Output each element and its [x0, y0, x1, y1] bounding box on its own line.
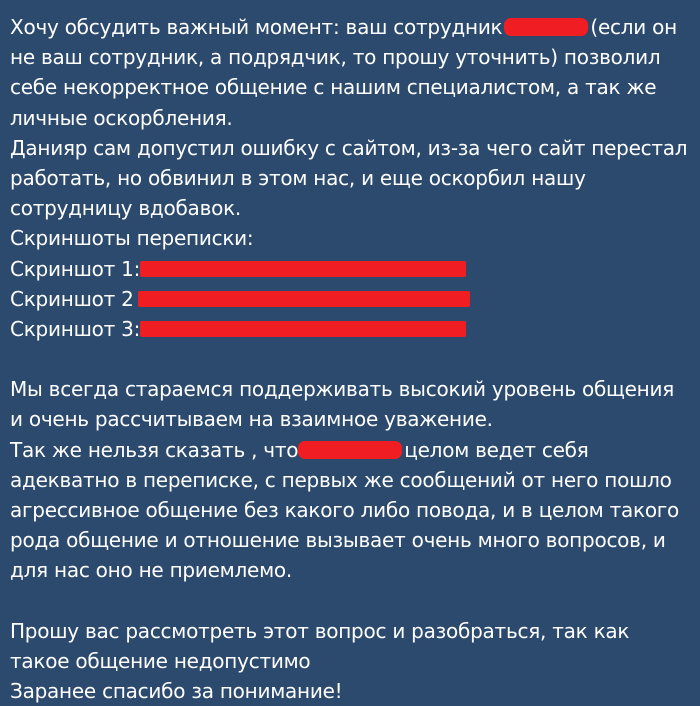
message-line: [10, 12, 700, 42]
message-text: Хочу обсудить важный момент: ваш сотрудник: [10, 15, 503, 39]
blank-line: [10, 586, 700, 616]
message-line: адекватно в переписке, с первых же сообщений от него пошло: [10, 467, 672, 492]
screenshot-label: Скриншот 3:: [10, 316, 141, 341]
message-text: Так же нельзя сказать , что: [10, 437, 299, 462]
message-line: Прошу вас рассмотреть этот вопрос и разобраться, так как: [10, 618, 630, 643]
message-line: работать, но обвинил в этом нас, и еще оскорбил нашу: [10, 165, 586, 190]
screenshot-label: Скриншот 1:: [10, 256, 141, 281]
redaction-bar: [140, 261, 466, 277]
message-line: себе некорректное общение с нашим специалистом, а так же: [10, 75, 657, 100]
blank-line: [10, 344, 700, 374]
redacted-link[interactable]: [138, 289, 473, 309]
screenshot-line-3: [10, 314, 700, 344]
message-line: личные оскорбления.: [10, 105, 233, 130]
redaction-bar: [140, 321, 466, 337]
screenshot-line-2: [10, 284, 700, 314]
screenshot-line-1: [10, 254, 700, 284]
redacted-name: [504, 18, 588, 36]
message-line: не ваш сотрудник, а подрядчик, то прошу уточнить) позволил: [10, 45, 661, 70]
message-line: Данияр сам допустил ошибку с сайтом, из-за чего сайт перестал: [10, 135, 688, 160]
redacted-name: [298, 441, 402, 459]
redacted-link[interactable]: [140, 259, 470, 279]
redaction-bar: [138, 291, 470, 307]
message-line: Скриншоты переписки:: [10, 226, 254, 251]
message-line: и очень рассчитываем на взаимное уважение.: [10, 407, 493, 432]
message-line: такое общение недопустимо: [10, 648, 311, 673]
message-line: для нас оно не приемлемо.: [10, 558, 293, 583]
message-text: целом ведет себя: [404, 437, 589, 462]
message-line: агрессивное общение без какого либо повода, и в целом такого: [10, 498, 680, 522]
message-line: Мы всегда стараемся поддерживать высокий уровень общения: [10, 377, 675, 402]
screenshot-label: Скриншот 2: [10, 286, 134, 311]
message-line: Заранее спасибо за понимание!: [10, 679, 343, 704]
message-text: (если он: [590, 15, 677, 39]
redacted-link[interactable]: [140, 319, 470, 339]
message-line: сотрудницу вдобавок.: [10, 196, 242, 221]
message-line: рода общение и отношение вызывает очень много вопросов, и: [10, 528, 666, 553]
message-line: [10, 435, 700, 465]
